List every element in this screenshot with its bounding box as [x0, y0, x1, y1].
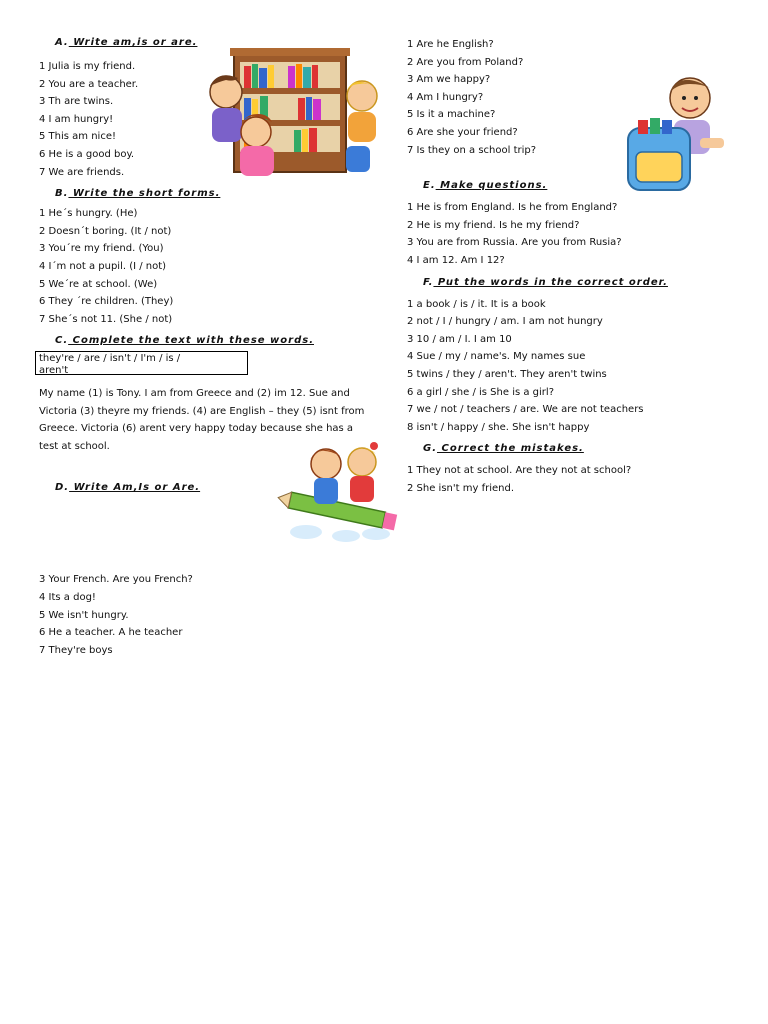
list-item: 3 Am we happy?	[407, 74, 491, 86]
list-item: 7 we / not / teachers / are. We are not teachers	[407, 404, 644, 416]
list-item: 3 You´re my friend. (You)	[39, 243, 164, 255]
section-g-title: G. Correct the mistakes.	[423, 443, 584, 455]
list-item: 7 She´s not 11. (She / not)	[39, 313, 173, 325]
list-item: 6 Are she your friend?	[407, 126, 518, 138]
list-item: 4 Am I hungry?	[407, 91, 484, 103]
list-item: 2 Are you from Poland?	[407, 56, 524, 68]
list-item: 6 He is a good boy.	[39, 148, 135, 160]
list-item: 2 She isn't my friend.	[407, 482, 514, 494]
list-item: 3 You are from Russia. Are you from Rusia?	[407, 237, 622, 249]
section-f-list	[407, 296, 737, 437]
list-item: 7 We are friends.	[39, 166, 125, 178]
pencil-kids-image	[276, 436, 398, 546]
section-a-title: A. Write am,is or are.	[55, 37, 198, 48]
list-item: 5 We´re at school. (We)	[39, 278, 158, 290]
list-item: 1 Are he English?	[407, 39, 494, 50]
section-f-title: F. Put the words in the correct order.	[423, 276, 668, 288]
list-item: 8 isn't / happy / she. She isn't happy	[407, 421, 590, 433]
section-g-list	[407, 462, 737, 497]
list-item: 1 a book / is / it. It is a book	[407, 298, 546, 310]
list-item: 5 Is it a machine?	[407, 109, 496, 121]
word-box: they're / are / isn't / I'm / is / aren't	[35, 351, 248, 375]
section-b-title: B. Write the short forms.	[55, 188, 221, 200]
list-item: 6 He a teacher. A he teacher	[39, 627, 183, 639]
list-item: 5 This am nice!	[39, 131, 116, 143]
section-e-list	[407, 199, 737, 269]
list-item: 2 not / I / hungry / am. I am not hungry	[407, 316, 603, 328]
list-item: 6 They ´re children. (They)	[39, 296, 174, 308]
list-item: 1 He´s hungry. (He)	[39, 208, 138, 220]
list-item: 5 We isn't hungry.	[39, 609, 129, 621]
list-item: 3 Th are twins.	[39, 96, 114, 108]
list-item: 3 10 / am / I. I am 10	[407, 333, 512, 345]
list-item: 4 Sue / my / name's. My names sue	[407, 351, 586, 363]
list-item: 4 I am hungry!	[39, 113, 114, 125]
section-d-title: D. Write Am,Is or Are.	[55, 482, 201, 494]
list-item: 7 Is they on a school trip?	[407, 144, 537, 156]
list-item: 4 I´m not a pupil. (I / not)	[39, 260, 167, 272]
section-b-list	[39, 205, 384, 328]
list-item: 4 I am 12. Am I 12?	[407, 254, 505, 266]
list-item: 1 Julia is my friend.	[39, 61, 136, 72]
list-item: 7 They're boys	[39, 644, 113, 656]
section-d-list	[39, 571, 384, 659]
section-e-title: E. Make questions.	[423, 180, 548, 192]
section-c-title: C. Complete the text with these words.	[55, 335, 314, 347]
list-item: 1 He is from England. Is he from England?	[407, 202, 618, 214]
list-item: 2 You are a teacher.	[39, 78, 139, 90]
boy-backpack-image	[620, 68, 732, 194]
list-item: 4 Its a dog!	[39, 591, 96, 603]
bookshelf-kids-image	[198, 44, 378, 182]
list-item: 2 Doesn´t boring. (It / not)	[39, 225, 172, 237]
list-item: 5 twins / they / aren't. They aren't twins	[407, 368, 607, 380]
list-item: 2 He is my friend. Is he my friend?	[407, 219, 580, 231]
list-item: 6 a girl / she / is She is a girl?	[407, 386, 554, 398]
list-item: 3 Your French. Are you French?	[39, 574, 193, 586]
section-c-text: My name (1) is Tony. I am from Greece and (2) im 12. Sue and Victoria (3) theyre my friends. (4) are English – they (5) isnt from Greece. Victoria (6) arent very happy today because she has a test at school.	[39, 388, 365, 452]
list-item: 1 They not at school. Are they not at school?	[407, 465, 632, 477]
